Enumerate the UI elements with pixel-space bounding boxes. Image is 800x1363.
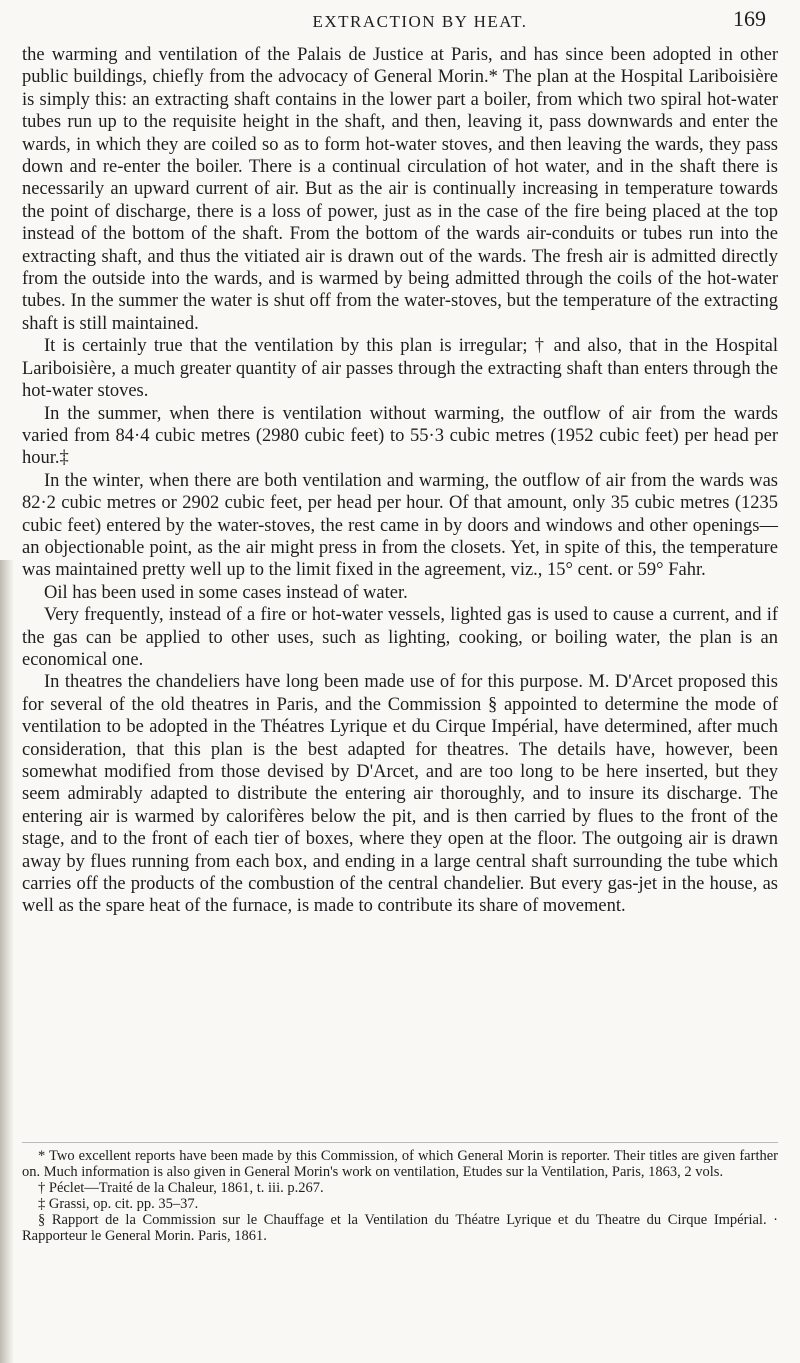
paragraph: Oil has been used in some cases instead of water. [44,582,408,603]
paragraph: It is certainly true that the ventilation by this plan is irregular; † and also, that in the Hospital Lariboisière, a much greater quantity of air passes through the extracting shaft than enters through the hot-water stoves. [22,336,778,402]
footnotes [22,1148,778,1244]
paragraph: In theatres the chandeliers have long been made use of for this purpose. M. D'Arcet proposed this for several of the old theatres in Paris, and the Commission § appointed to determine the mode of ventilation to be adopted in the Théatres Lyrique et du Cirque Impérial, have determined, after much consideration, that this plan is the best adapted for theatres. The details have, however, been somewhat modified from those devised by D'Arcet, and are too long to be here inserted, but they seem admirably adapted to distribute the entering air thoroughly, and to insure its discharge. The entering air is warmed by calorifères below the pit, and is then carried by flues to the front of the stage, and to the front of each tier of boxes, where they open at the floor. The outgoing air is drawn away by flues running from each box, and ending in a large central shaft surrounding the tube which carries off the products of the combustion of the central chandelier. But every gas-jet in the house, as well as the spare heat of the furnace, is made to contribute its share of movement. [22,672,778,917]
footnote-rule [22,1142,778,1143]
body-text [22,44,778,918]
paragraph-continued: the warming and ventilation of the Palais de Justice at Paris, and has since been adopted in other public buildings, chiefly from the advocacy of General Morin.* The plan at the Hospital Lariboisière is simply this: an extracting shaft contains in the lower part a boiler, from which two spiral hot-water tubes run up to the requisite height in the shaft, and then, leaving it, pass downwards and enter the wards, in which they are coiled so as to form hot-water stoves, and then leaving the wards, they pass down and re-enter the boiler. There is a continual circulation of hot water, and in the shaft there is necessarily an upward current of air. But as the air is continually increasing in temperature towards the point of discharge, there is a loss of power, just as in the case of the fire being placed at the top instead of the bottom of the shaft. From the bottom of the wards air-conduits or tubes run into the extracting shaft, and thus the vitiated air is drawn out of the wards. The fresh air is admitted directly from the outside into the wards, and is warmed by being admitted through the coils of the hot-water tubes. In the summer the water is shut off from the water-stoves, but the temperature of the extracting shaft is still maintained. [22,45,778,334]
paragraph: In the winter, when there are both ventilation and warming, the outflow of air from the wards was 82·2 cubic metres or 2902 cubic feet, per head per hour. Of that amount, only 35 cubic metres (1235 cubic feet) entered by the water-stoves, the rest came in by doors and windows and other openings—an objectionable point, as the air might press in from the closets. Yet, in spite of this, the temperature was maintained pretty well up to the limit fixed in the agreement, viz., 15° cent. or 59° Fahr. [22,470,778,581]
footnote: * Two excellent reports have been made by this Commission, of which General Morin is reporter. Their titles are given farther on. Much information is also given in General Morin's work on ventilation, Etudes sur la Ventilation, Paris, 1863, 2 vols. [22,1148,778,1180]
paragraph: Very frequently, instead of a fire or hot-water vessels, lighted gas is used to cause a current, and if the gas can be applied to other uses, such as lighting, cooking, or boiling water, the plan is an economical one. [22,605,778,670]
paragraph: In the summer, when there is ventilation without warming, the outflow of air from the wards varied from 84·4 cubic metres (2980 cubic feet) to 55·3 cubic metres (1952 cubic feet) per head per hour.‡ [22,403,778,469]
footnote: ‡ Grassi, op. cit. pp. 35–37. [38,1196,199,1212]
page-binding-shadow [0,560,14,1363]
page-number: 169 [733,6,766,31]
running-head: EXTRACTION BY HEAT. [312,12,528,31]
footnote: § Rapport de la Commission sur le Chauffage et la Ventilation du Théatre Lyrique et du Theatre du Cirque Impérial. · Rapporteur le General Morin. Paris, 1861. [22,1212,778,1244]
footnote: † Péclet—Traité de la Chaleur, 1861, t. iii. p.267. [38,1180,324,1196]
